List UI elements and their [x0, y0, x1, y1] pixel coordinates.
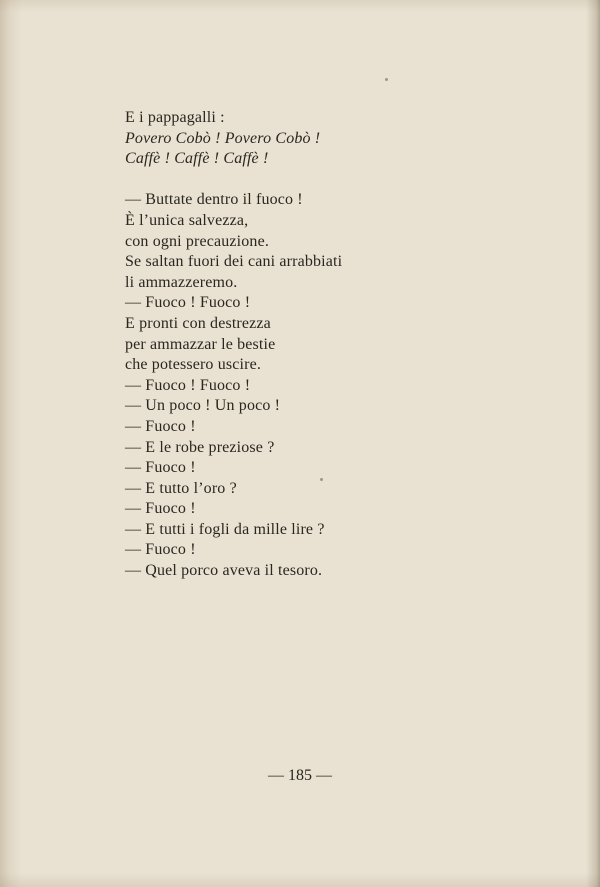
poem-line: — Buttate dentro il fuoco ! [125, 191, 303, 209]
paper-speck [385, 78, 388, 81]
poem-line: — Un poco ! Un poco ! [125, 397, 281, 415]
poem-line: li ammazzeremo. [125, 273, 238, 291]
poem-line: — E tutti i fogli da mille lire ? [125, 520, 325, 538]
poem-line: — Fuoco ! Fuoco ! [125, 294, 251, 312]
poem-line: per ammazzar le bestie [125, 335, 276, 353]
page-edge-shadow [586, 0, 600, 887]
poem-line: — Fuoco ! [125, 459, 196, 477]
poem-line: con ogni precauzione. [125, 232, 269, 250]
poem-line: — Fuoco ! [125, 541, 196, 559]
stanza-break [125, 170, 445, 191]
poem-line: — Quel porco aveva il tesoro. [125, 562, 323, 580]
poem-line: — Fuoco ! [125, 500, 196, 518]
poem-line-italic: Caffè ! Caffè ! Caffè ! [125, 150, 269, 168]
poem-line: È l’unica salvezza, [125, 211, 249, 229]
poem-line: — E tutto l’oro ? [125, 479, 237, 497]
page-number: — 185 — [268, 767, 332, 784]
poem-line: E pronti con destrezza [125, 314, 271, 332]
poem-line: — Fuoco ! [125, 417, 196, 435]
poem-line: che potessero uscire. [125, 356, 261, 374]
poem-line: Se saltan fuori dei cani arrabbiati [125, 253, 343, 271]
poem-text [125, 108, 445, 582]
poem-line: E i pappagalli : [125, 109, 225, 126]
poem-line: — Fuoco ! Fuoco ! [125, 376, 251, 394]
poem-line: — E le robe preziose ? [125, 438, 275, 456]
poem-line-italic: Povero Cobò ! Povero Cobò ! [125, 129, 321, 147]
